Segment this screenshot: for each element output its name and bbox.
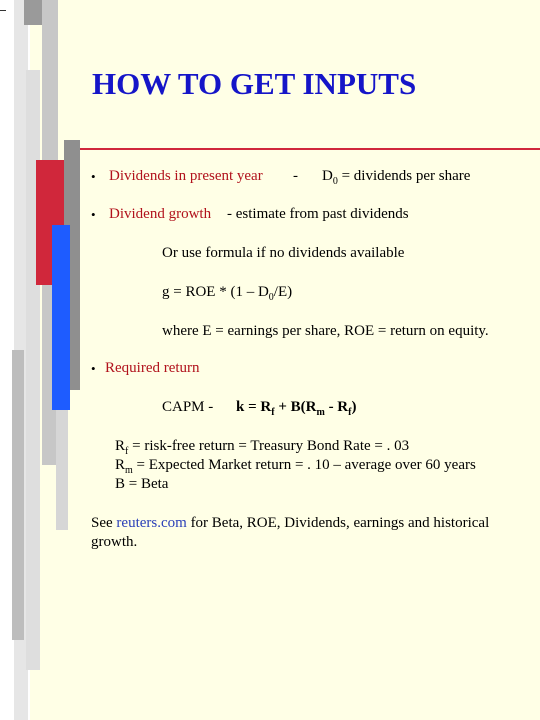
bullet-dividend-growth: Dividend growth: [109, 206, 212, 222]
formula-d0: $D_0$ = dividends per share: [322, 168, 471, 187]
decor-bar: [56, 410, 68, 530]
growth-estimate-text: - estimate from past dividends: [227, 206, 409, 222]
bullet-required-return: Required return: [105, 360, 200, 376]
growth-definitions: where E = earnings per share, ROE = return on equity.: [162, 323, 489, 339]
bullet-dot: •: [91, 169, 96, 184]
bullet-dividends-present: Dividends in present year: [109, 168, 263, 184]
footer-line1: See reuters.com for Beta, ROE, Dividends, earnings and historical: [91, 515, 490, 531]
decor-bar: [24, 0, 42, 25]
reuters-link[interactable]: reuters.com: [116, 515, 187, 531]
footer-line2: growth.: [91, 534, 138, 550]
def-beta: B = Beta: [115, 476, 169, 492]
growth-formula: g = ROE * $(1 - D_0/E)$: [162, 284, 293, 303]
def-risk-free: $R_f$ = risk-free return = Treasury Bond Rate = . 03: [115, 438, 410, 457]
growth-formula-note: Or use formula if no dividends available: [162, 245, 405, 261]
def-market-return: $R_m$ = Expected Market return = . 10 – average over 60 years: [115, 457, 476, 476]
slide-title: HOW TO GET INPUTS: [92, 66, 417, 101]
decor-bar-blue: [52, 225, 70, 410]
bullet-dot: •: [91, 361, 96, 376]
bullet-dot: •: [91, 207, 96, 222]
capm-formula: $k = R_f + B(R_m - R_f)$: [236, 399, 357, 418]
decor-tick: [0, 10, 6, 11]
bullet-dash: -: [293, 168, 298, 184]
capm-label: CAPM -: [162, 399, 214, 415]
title-rule: [80, 148, 540, 150]
decor-bar: [12, 350, 24, 640]
